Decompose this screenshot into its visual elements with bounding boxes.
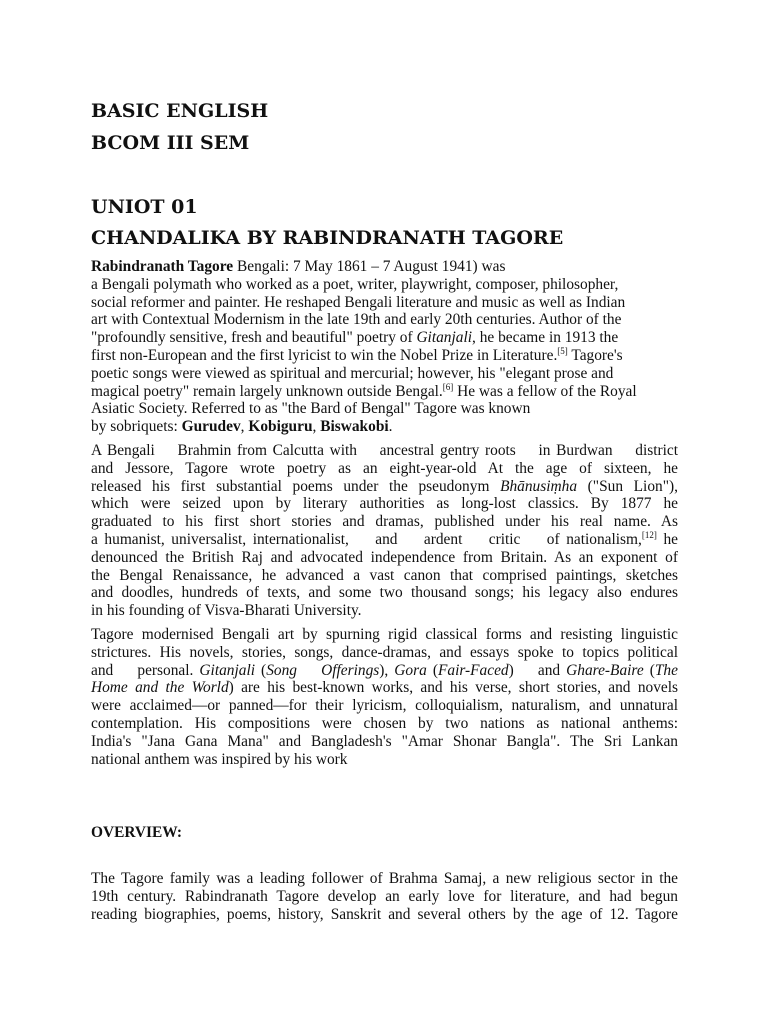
pseudonym: Bhānusiṃha bbox=[500, 477, 578, 495]
text-span: . bbox=[388, 418, 393, 436]
author-name: Rabindranath Tagore bbox=[91, 258, 234, 275]
sobriquet: Kobiguru bbox=[248, 418, 313, 436]
text-line: art with Contextual Modernism in the late 19th and early 20th centuries. Author of the bbox=[91, 311, 622, 329]
text-line: poetic songs were viewed as spiritual and mercurial; however, his "elegant prose and bbox=[91, 364, 614, 382]
text-line: graduated to his first short stories and dramas, published under his real name. As bbox=[91, 513, 678, 531]
text-span: , he became in 1913 the bbox=[472, 329, 619, 347]
course-heading: BASIC ENGLISH bbox=[91, 100, 269, 122]
document-title: CHANDALIKA BY RABINDRANATH TAGORE bbox=[91, 227, 564, 249]
text-line: social reformer and painter. He reshaped Bengali literature and music as well as Indian bbox=[91, 293, 626, 311]
text-span: released his first substantial poems under the pseudonym bbox=[91, 477, 501, 495]
text-line: Asiatic Society. Referred to as "the Bard of Bengal" Tagore was known bbox=[91, 400, 531, 418]
text-line: Tagore modernised Bengali art by spurning rigid classical forms and resisting linguistic bbox=[91, 626, 678, 643]
text-line: the Bengal Renaissance, he advanced a vast canon that comprised paintings, sketches bbox=[91, 566, 678, 584]
text-line: and doodles, hundreds of texts, and some two thousand songs; his legacy also endures bbox=[91, 584, 678, 602]
text-span: Tagore's bbox=[567, 346, 623, 364]
sobriquet: Biswakobi bbox=[320, 418, 389, 436]
text-line: were acclaimed—or panned—for their lyricism, colloquialism, naturalism, and unnatural bbox=[91, 697, 678, 715]
citation-ref[interactable]: [5] bbox=[557, 345, 568, 356]
text-line bbox=[91, 679, 678, 697]
text-line: a Bengali polymath who worked as a poet, writer, playwright, composer, philosopher, bbox=[91, 275, 619, 293]
text-span: first non-European and the first lyricist to win the Nobel Prize in Literature. bbox=[91, 346, 558, 364]
text-span: Bengali: 7 May 1861 – 7 August 1941) was bbox=[233, 258, 506, 275]
text-span: by sobriquets: bbox=[91, 418, 182, 436]
work-translation: The bbox=[654, 661, 678, 679]
sobriquet: Gurudev bbox=[181, 418, 241, 436]
text-span: , bbox=[240, 418, 249, 436]
text-span: ) and bbox=[508, 661, 567, 679]
work-translation: Home and the World bbox=[91, 679, 229, 697]
text-line: 19th century. Rabindranath Tagore develop an early love for literature, and had begun bbox=[91, 887, 678, 905]
text-line bbox=[91, 478, 678, 496]
text-span: , bbox=[312, 418, 321, 436]
text-line: India's "Jana Gana Mana" and Bangladesh's "Amar Shonar Bangla". The Sri Lankan bbox=[91, 732, 678, 750]
work-title: Gitanjali bbox=[199, 661, 256, 679]
text-span: he bbox=[656, 530, 679, 548]
text-span: He was a fellow of the Royal bbox=[453, 382, 637, 400]
text-span: magical poetry" remain largely unknown outside Bengal. bbox=[91, 382, 443, 400]
text-span: "profoundly sensitive, fresh and beautiful" poetry of bbox=[91, 329, 417, 347]
text-line bbox=[91, 258, 678, 276]
overview-heading: OVERVIEW: bbox=[91, 824, 182, 841]
work-title: Gitanjali bbox=[416, 329, 473, 347]
text-line: denounced the British Raj and advocated independence from Britain. As an exponent of bbox=[91, 548, 678, 566]
intro-paragraph bbox=[91, 258, 678, 436]
text-line: contemplation. His compositions were chosen by two nations as national anthems: bbox=[91, 714, 678, 732]
text-line: and Jessore, Tagore wrote poetry as an eight-year-old At the age of sixteen, he bbox=[91, 459, 678, 477]
text-span: ) are his best-known works, and his verse, short stories, and novels bbox=[228, 679, 678, 697]
text-line: strictures. His novels, stories, songs, dance-dramas, and essays spoke to topics political bbox=[91, 643, 678, 661]
work-title: Ghare-Baire bbox=[566, 661, 644, 679]
text-span: ( bbox=[426, 661, 438, 679]
text-line: The Tagore family was a leading follower of Brahma Samaj, a new religious sector in the bbox=[91, 870, 678, 887]
text-line: national anthem was inspired by his work bbox=[91, 750, 348, 768]
text-line: in his founding of Visva-Bharati University. bbox=[91, 602, 362, 620]
text-line bbox=[91, 383, 678, 401]
citation-ref[interactable]: [6] bbox=[442, 381, 454, 392]
text-span: and personal. bbox=[91, 661, 200, 679]
works-paragraph bbox=[91, 626, 678, 768]
text-line bbox=[91, 418, 678, 436]
text-line bbox=[91, 662, 678, 680]
text-line bbox=[91, 347, 678, 365]
text-line bbox=[91, 531, 678, 549]
work-translation: Fair-Faced bbox=[437, 661, 509, 679]
text-span: ( bbox=[255, 661, 267, 679]
text-line bbox=[91, 329, 678, 347]
text-line: which were seized upon by literary authorities as long-lost classics. By 1877 he bbox=[91, 495, 678, 513]
text-span: ( bbox=[643, 661, 655, 679]
overview-paragraph bbox=[91, 870, 678, 923]
text-line: reading biographies, poems, history, Sanskrit and several others by the age of 12. Tagore bbox=[91, 905, 678, 923]
text-span: ), bbox=[379, 661, 395, 679]
semester-heading: BCOM III SEM bbox=[91, 132, 250, 154]
biography-paragraph bbox=[91, 442, 678, 620]
text-line: A Bengali Brahmin from Calcutta with ancestral gentry roots in Burdwan district bbox=[91, 442, 678, 459]
unit-heading: UNIOT 01 bbox=[91, 196, 198, 218]
text-span: ("Sun Lion"), bbox=[577, 477, 678, 495]
work-title: Gora bbox=[394, 661, 427, 679]
work-translation: Song Offerings bbox=[266, 661, 380, 679]
text-span: a humanist, universalist, internationalist, and ardent critic of nationalism, bbox=[91, 530, 642, 548]
citation-ref[interactable]: [12] bbox=[641, 529, 657, 540]
